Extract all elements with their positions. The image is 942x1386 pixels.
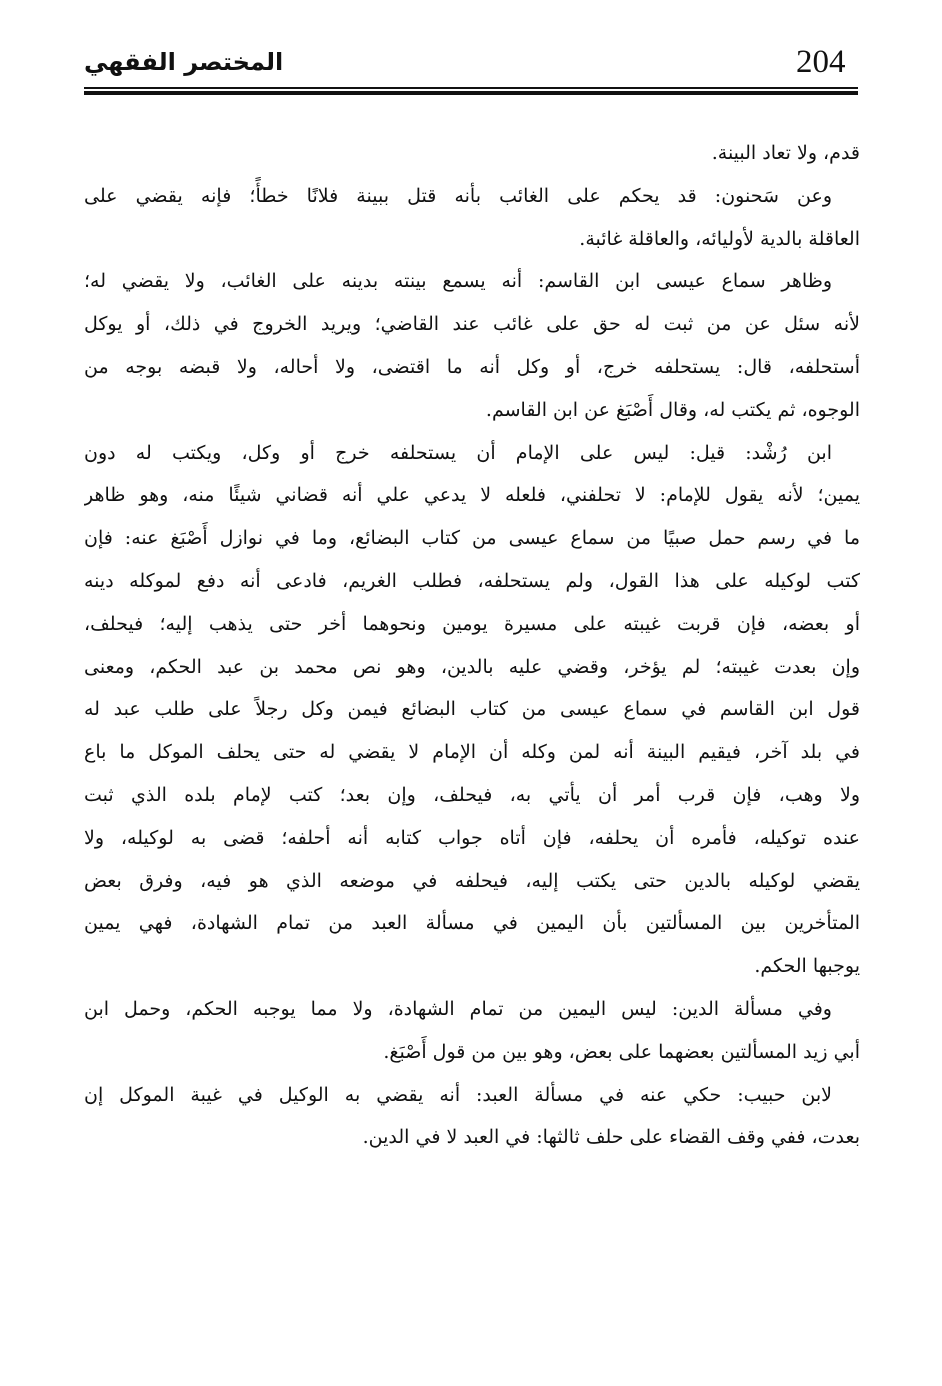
text-line: وعن سَحنون: قد يحكم على الغائب بأنه قتل ببينة فلانًا خطأً؛ فإنه يقضي على [84, 184, 832, 207]
text-line: لأنه سئل عن من ثبت له حق على غائب عند القاضي؛ ويريد الخروج في ذلك، أو يوكل [84, 313, 860, 336]
text-line: الوجوه، ثم يكتب له، وقال أَصْبَغ عن ابن القاسم. [485, 398, 860, 421]
text-line: العاقلة بالدية لأوليائه، والعاقلة غائبة. [579, 227, 860, 250]
text-line: وإن بعدت غيبته؛ لم يؤخر، وقضي عليه بالدين، وهو نص محمد بن عبد الحكم، ومعنى [84, 655, 860, 678]
page-number: 204 [796, 44, 846, 80]
text-line: يمين؛ لأنه يقول للإمام: لا تحلفني، فلعله لا يدعي علي أنه قضاني شيئًا منه، وهو ظاهر [84, 484, 860, 507]
text-line: ابن رُشْد: قيل: ليس على الإمام أن يستحلفه خرج أو وكل، ويكتب له دون [84, 441, 832, 464]
text-line: قول ابن القاسم في سماع عيسى من كتاب البضائع فيمن وكل رجلاً على طلب عبد له [84, 698, 860, 721]
text-line: وظاهر سماع عيسى ابن القاسم: أنه يسمع بينته بدينه على الغائب، ولا يقضي له؛ [84, 270, 832, 293]
text-line: لابن حبيب: حكي عنه في مسألة العبد: أنه يقضي به الوكيل في غيبة الموكل إن [84, 1083, 832, 1106]
text-line: يوجبها الحكم. [754, 955, 860, 978]
text-line: يقضي لوكيله بالدين حتى يكتب إليه، فيحلفه في موضعه الذي هو فيه، وفرق بعض [84, 869, 860, 892]
text-line: كتب لوكيله على هذا القول، ولم يستحلفه، فطلب الغريم، فادعى أنه دفع لموكله دينه [84, 569, 860, 592]
text-line: المتأخرين بين المسألتين بأن اليمين في مسألة العبد من تمام الشهادة، فهي يمين [84, 912, 860, 935]
text-line: ما في رسم حمل صبيًا من سماع عيسى من كتاب البضائع، وما في نوازل أَصْبَغ عنه: فإن [84, 527, 860, 550]
text-line: أستحلفه، قال: يستحلفه خرج، أو وكل أنه ما اقتضى، ولا أحاله، ولا قبضه بوجه من [84, 355, 860, 378]
text-line: ولا وهب، فإن قرب أمر أن يأتي به، فيحلف، وإن بعد؛ كتب لإمام بلده الذي ثبت [84, 783, 860, 806]
running-title: المختصر الفقهي [84, 48, 284, 76]
header-rule [84, 87, 858, 89]
text-line: أو بعضه، فإن قربت غيبته على مسيرة يومين ونحوهما أخر حتى يذهب إليه؛ فيحلف، [84, 612, 860, 635]
header-rule-thick [84, 91, 858, 95]
text-line: عنده توكيله، فأمره أن يحلفه، فإن أتاه جواب كتابه أنه أحلفه؛ قضى به لوكيله، ولا [84, 826, 860, 849]
text-line: أبي زيد المسألتين بعضهما على بعض، وهو بين من قول أَصْبَغ. [383, 1040, 860, 1063]
text-line: وفي مسألة الدين: ليس اليمين من تمام الشهادة، ولا مما يوجبه الحكم، وحمل ابن [84, 997, 832, 1020]
text-line: قدم، ولا تعاد البينة. [711, 142, 860, 164]
text-line: بعدت، ففي وقف القضاء على حلف ثالثها: في العبد لا في الدين. [362, 1126, 860, 1149]
text-line: في بلد آخر، فيقيم البينة أنه لمن وكله أن الإمام لا يقضي له حتى يحلف الموكل ما باع [84, 741, 860, 764]
page-body [84, 132, 860, 1159]
